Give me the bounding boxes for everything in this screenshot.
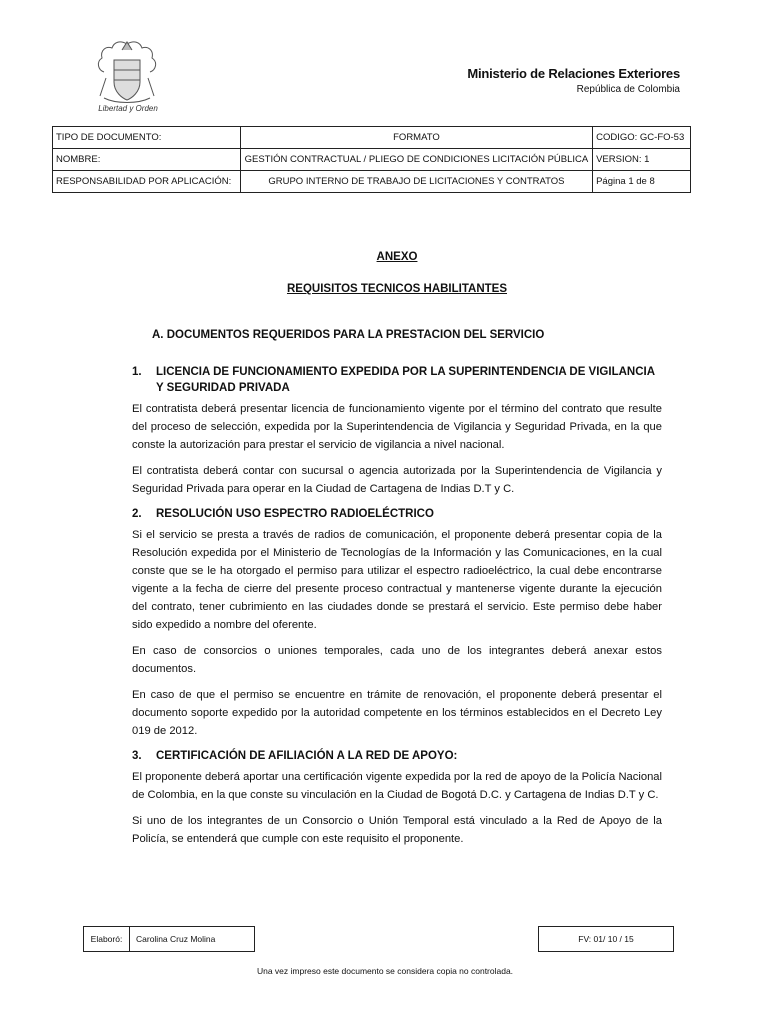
paragraph: Si uno de los integrantes de un Consorcio o Unión Temporal está vinculado a la Red de Apoyo de la Policía, se entenderá que cumple con este requisito el proponente.	[132, 815, 662, 845]
paragraph: El contratista deberá presentar licencia de funcionamiento vigente por el término del contrato que resulte del proceso de selección, expedida por la Superintendencia de Vigilancia y Seguridad Privada, en la que conste la autorización para prestar el servicio de vigilancia a nivel nacional.	[132, 403, 662, 451]
paragraph: El contratista deberá contar con sucursal o agencia autorizada por la Superintendencia de Vigilancia y Seguridad Privada para operar en la Ciudad de Cartagena de Indias D.T y C.	[132, 465, 662, 495]
sections	[132, 364, 662, 856]
annex-title: ANEXO	[376, 251, 418, 263]
table-cell: NOMBRE:	[53, 149, 241, 171]
table-cell: CODIGO: GC-FO-53	[593, 127, 691, 149]
table-cell: Página 1 de 8	[593, 171, 691, 193]
section-3	[132, 748, 662, 848]
section-title: LICENCIA DE FUNCIONAMIENTO EXPEDIDA POR LA SUPERINTENDENCIA DE VIGILANCIA Y SEGURIDAD PRIVADA	[156, 366, 655, 394]
requirements-title: REQUISITOS TECNICOS HABILITANTES	[286, 283, 507, 295]
country-name: República de Colombia	[576, 84, 680, 95]
table-cell: RESPONSABILIDAD POR APLICACIÓN:	[53, 171, 241, 193]
ministry-name: Ministerio de Relaciones Exteriores	[467, 66, 680, 81]
table-row	[53, 171, 691, 193]
section-heading	[132, 364, 662, 396]
section-2	[132, 506, 662, 740]
prepared-by-box	[83, 926, 255, 952]
section-title: CERTIFICACIÓN DE AFILIACIÓN A LA RED DE APOYO:	[156, 750, 458, 762]
table-cell: GRUPO INTERNO DE TRABAJO DE LICITACIONES Y CONTRATOS	[240, 171, 592, 193]
paragraph: Si el servicio se presta a través de radios de comunicación, el proponente deberá presentar copia de la Resolución expedida por el Ministerio de Tecnologías de la Información y las Comunicaciones, en la cual conste que se le ha otorgado el permiso para utilizar el espectro radioeléctrico, la cual debe encontrarse vigente a la fecha de cierre del presente proceso contractual y mantenerse vigente durante la ejecución del contrato, tener cubrimiento en las ciudades donde se prestará el servicio. Este permiso debe haber sido expedido a nombre del oferente.	[132, 529, 662, 631]
section-a-heading: A. DOCUMENTOS REQUERIDOS PARA LA PRESTACION DEL SERVICIO	[152, 329, 545, 341]
table-cell: GESTIÓN CONTRACTUAL / PLIEGO DE CONDICIONES LICITACIÓN PÚBLICA	[240, 149, 592, 171]
section-1	[132, 364, 662, 498]
prepared-by-name: Carolina Cruz Molina	[136, 934, 216, 944]
paragraph: En caso de consorcios o uniones temporales, cada uno de los integrantes deberá anexar estos documentos.	[132, 645, 662, 675]
table-cell: TIPO DE DOCUMENTO:	[53, 127, 241, 149]
footer-disclaimer: Una vez impreso este documento se considera copia no controlada.	[256, 966, 514, 976]
table-row	[53, 149, 691, 171]
section-heading	[132, 748, 662, 764]
paragraph: En caso de que el permiso se encuentre en trámite de renovación, el proponente deberá presentar el documento soporte expedido por la autoridad competente en los términos establecidos en el Decreto Ley 019 de 2012.	[132, 689, 662, 737]
document-info-table	[52, 126, 691, 193]
crest-motto: Libertad y Orden	[98, 104, 158, 113]
table-row	[53, 127, 691, 149]
section-number: 1.	[132, 366, 142, 378]
section-heading	[132, 506, 662, 522]
section-number: 2.	[132, 508, 142, 520]
ministry-heading	[467, 66, 680, 95]
table-cell: FORMATO	[240, 127, 592, 149]
section-number: 3.	[132, 750, 142, 762]
version-date-box: FV: 01/ 10 / 15	[538, 926, 674, 952]
paragraph: El proponente deberá aportar una certificación vigente expedida por la red de apoyo de la Policía Nacional de Colombia, en la que conste su vinculación en la Ciudad de Bogotá D.C. y Cartagena de Indias D.T y C.	[132, 771, 662, 801]
table-cell: VERSION: 1	[593, 149, 691, 171]
prepared-by-label: Elaboró:	[84, 927, 130, 951]
section-title: RESOLUCIÓN USO ESPECTRO RADIOELÉCTRICO	[156, 508, 434, 520]
